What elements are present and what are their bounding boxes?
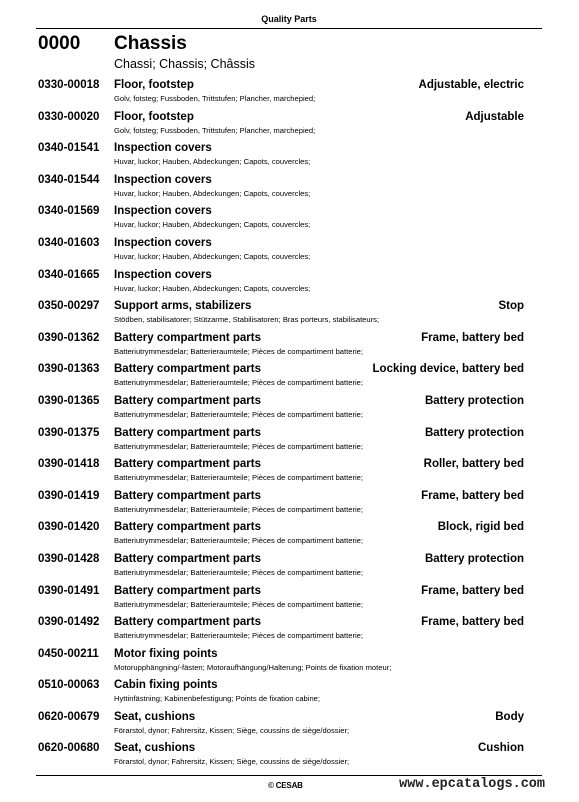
part-row xyxy=(38,679,524,711)
part-variant: Block, rigid bed xyxy=(437,521,524,534)
part-variant: Frame, battery bed xyxy=(421,584,524,597)
part-code: 0340-01665 xyxy=(38,268,100,281)
part-variant: Locking device, battery bed xyxy=(372,363,524,376)
part-translations: Batteriutrymmesdelar; Batterieraumteile; Pièces de compartiment batterie; xyxy=(114,378,364,388)
part-row xyxy=(38,79,524,111)
part-name: Battery compartment parts xyxy=(114,363,261,376)
part-code: 0510-00063 xyxy=(38,679,100,692)
part-name: Battery compartment parts xyxy=(114,394,261,407)
part-code: 0390-01375 xyxy=(38,426,100,439)
part-translations: Batteriutrymmesdelar; Batterieraumteile; Pièces de compartiment batterie; xyxy=(114,473,364,483)
part-code: 0390-01419 xyxy=(38,489,100,502)
part-code: 0340-01544 xyxy=(38,173,100,186)
part-translations: Batteriutrymmesdelar; Batterieraumteile; Pièces de compartiment batterie; xyxy=(114,346,364,356)
part-code: 0390-01491 xyxy=(38,584,100,597)
part-translations: Hyttinfästning; Kabinenbefestigung; Points de fixation cabine; xyxy=(114,694,321,704)
part-name: Battery compartment parts xyxy=(114,331,261,344)
part-code: 0330-00020 xyxy=(38,110,100,123)
part-name: Inspection covers xyxy=(114,236,212,249)
part-name: Motor fixing points xyxy=(114,647,218,660)
part-translations: Batteriutrymmesdelar; Batterieraumteile; Pièces de compartiment batterie; xyxy=(114,504,364,514)
part-translations: Motorupphängning/-fästen; Motoraufhängung/Halterung; Points de fixation moteur; xyxy=(114,662,392,672)
part-variant: Frame, battery bed xyxy=(421,616,524,629)
part-row xyxy=(38,427,524,459)
part-row xyxy=(38,395,524,427)
part-name: Support arms, stabilizers xyxy=(114,300,252,313)
part-code: 0390-01363 xyxy=(38,363,100,376)
part-translations: Batteriutrymmesdelar; Batterieraumteile; Pièces de compartiment batterie; xyxy=(114,536,364,546)
part-row xyxy=(38,269,524,301)
parts-list xyxy=(38,79,524,774)
part-variant: Battery protection xyxy=(424,552,524,565)
part-variant: Battery protection xyxy=(424,394,524,407)
part-variant: Frame, battery bed xyxy=(421,489,524,502)
part-code: 0450-00211 xyxy=(38,647,99,660)
page-header-title: Quality Parts xyxy=(261,14,317,24)
part-row xyxy=(38,300,524,332)
watermark-url: www.epcatalogs.com xyxy=(399,777,545,792)
part-translations: Huvar, luckor; Hauben, Abdeckungen; Capots, couvercles; xyxy=(114,188,311,198)
part-row xyxy=(38,490,524,522)
part-name: Battery compartment parts xyxy=(114,521,261,534)
part-row xyxy=(38,616,524,648)
part-name: Inspection covers xyxy=(114,268,212,281)
footer-divider xyxy=(36,775,542,776)
part-row xyxy=(38,521,524,553)
part-name: Battery compartment parts xyxy=(114,489,261,502)
section-code: 0000 xyxy=(38,33,81,54)
part-code: 0340-01541 xyxy=(38,142,100,155)
part-row xyxy=(38,332,524,364)
part-name: Inspection covers xyxy=(114,173,212,186)
part-variant: Adjustable, electric xyxy=(418,79,524,91)
part-row xyxy=(38,174,524,206)
part-name: Battery compartment parts xyxy=(114,584,261,597)
part-code: 0390-01418 xyxy=(38,458,100,471)
part-translations: Huvar, luckor; Hauben, Abdeckungen; Capots, couvercles; xyxy=(114,157,311,167)
part-translations: Batteriutrymmesdelar; Batterieraumteile; Pièces de compartiment batterie; xyxy=(114,599,364,609)
part-translations: Batteriutrymmesdelar; Batterieraumteile; Pièces de compartiment batterie; xyxy=(114,631,364,641)
section-title: Chassis xyxy=(114,33,187,54)
part-name: Battery compartment parts xyxy=(114,616,261,629)
part-translations: Huvar, luckor; Hauben, Abdeckungen; Capots, couvercles; xyxy=(114,220,311,230)
part-name: Battery compartment parts xyxy=(114,458,261,471)
part-row xyxy=(38,742,524,774)
part-variant: Adjustable xyxy=(465,110,524,123)
part-translations: Golv, fotsteg; Fussboden, Trittstufen; Plancher, marchepied; xyxy=(114,125,316,135)
part-row xyxy=(38,648,524,680)
part-code: 0340-01569 xyxy=(38,205,100,218)
part-variant: Body xyxy=(495,710,524,723)
part-translations: Batteriutrymmesdelar; Batterieraumteile; Pièces de compartiment batterie; xyxy=(114,567,364,577)
part-code: 0390-01365 xyxy=(38,394,100,407)
part-code: 0390-01428 xyxy=(38,552,100,565)
part-variant: Roller, battery bed xyxy=(423,458,524,471)
part-translations: Batteriutrymmesdelar; Batterieraumteile; Pièces de compartiment batterie; xyxy=(114,409,364,419)
part-code: 0350-00297 xyxy=(38,300,100,313)
part-row xyxy=(38,585,524,617)
part-name: Floor, footstep xyxy=(114,79,194,91)
part-code: 0620-00680 xyxy=(38,742,100,755)
part-name: Cabin fixing points xyxy=(114,679,218,692)
section-subtitle: Chassi; Chassis; Châssis xyxy=(114,57,256,71)
part-row xyxy=(38,711,524,743)
part-name: Floor, footstep xyxy=(114,110,194,123)
part-name: Seat, cushions xyxy=(114,710,196,723)
part-code: 0340-01603 xyxy=(38,236,100,249)
part-variant: Frame, battery bed xyxy=(421,331,524,344)
part-name: Battery compartment parts xyxy=(114,552,261,565)
part-code: 0620-00679 xyxy=(38,710,100,723)
part-code: 0330-00018 xyxy=(38,79,100,91)
part-row xyxy=(38,237,524,269)
part-translations: Golv, fotsteg; Fussboden, Trittstufen; Plancher, marchepied; xyxy=(114,94,316,103)
part-translations: Huvar, luckor; Hauben, Abdeckungen; Capots, couvercles; xyxy=(114,251,311,261)
part-translations: Förarstol, dynor; Fahrersitz, Kissen; Siège, coussins de siège/dossier; xyxy=(114,757,350,767)
part-row xyxy=(38,111,524,143)
part-name: Inspection covers xyxy=(114,142,212,155)
part-name: Inspection covers xyxy=(114,205,212,218)
part-row xyxy=(38,205,524,237)
part-variant: Cushion xyxy=(478,742,524,755)
cesab-logo: © CESAB xyxy=(268,781,303,790)
part-row xyxy=(38,553,524,585)
part-translations: Förarstol, dynor; Fahrersitz, Kissen; Siège, coussins de siège/dossier; xyxy=(114,725,350,735)
part-code: 0390-01362 xyxy=(38,331,100,344)
header-divider xyxy=(36,28,542,29)
part-row xyxy=(38,363,524,395)
part-name: Battery compartment parts xyxy=(114,426,261,439)
part-translations: Huvar, luckor; Hauben, Abdeckungen; Capots, couvercles; xyxy=(114,283,311,293)
part-translations: Batteriutrymmesdelar; Batterieraumteile; Pièces de compartiment batterie; xyxy=(114,441,364,451)
part-code: 0390-01492 xyxy=(38,616,100,629)
part-code: 0390-01420 xyxy=(38,521,100,534)
part-row xyxy=(38,142,524,174)
part-row xyxy=(38,458,524,490)
part-name: Seat, cushions xyxy=(114,742,196,755)
part-translations: Stödben, stabilisatorer; Stützarme, Stabilisatoren; Bras porteurs, stabilisateurs; xyxy=(114,315,380,325)
part-variant: Battery protection xyxy=(424,426,524,439)
part-variant: Stop xyxy=(498,300,524,313)
